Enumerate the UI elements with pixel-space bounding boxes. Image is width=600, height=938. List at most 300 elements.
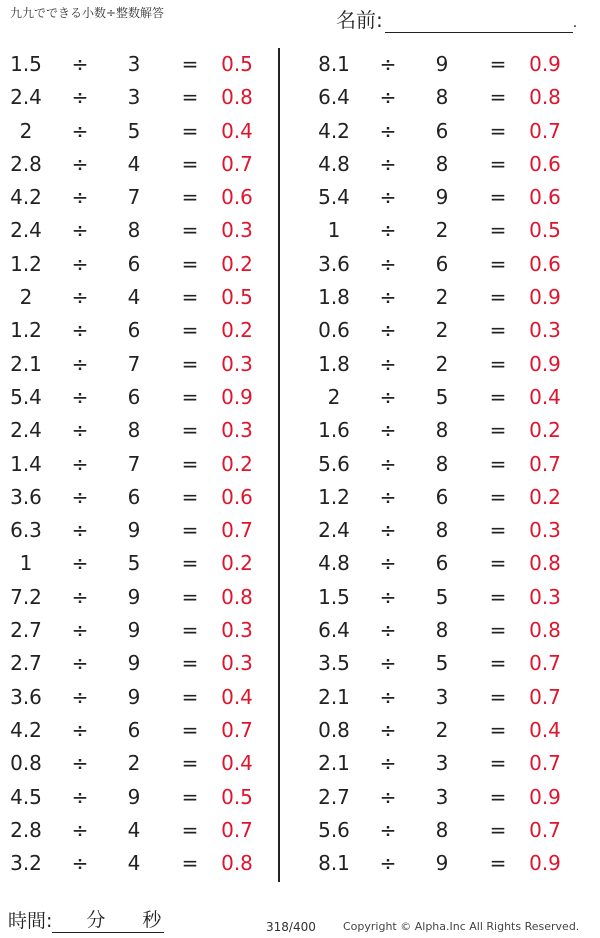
dividend: 2: [327, 384, 341, 409]
equals-sign: =: [181, 551, 199, 576]
division-sign: ÷: [379, 185, 397, 210]
equals-sign: =: [489, 851, 507, 876]
divisor: 9: [127, 784, 141, 809]
equals-sign: =: [181, 318, 199, 343]
division-sign: ÷: [379, 351, 397, 376]
page-number: 318/400: [266, 920, 316, 934]
answer: 0.4: [221, 118, 253, 143]
dividend: 3.6: [10, 684, 42, 709]
division-sign: ÷: [71, 218, 89, 243]
divisor: 6: [127, 484, 141, 509]
name-blank-line: [385, 14, 573, 33]
problem-row: [308, 248, 568, 281]
problem-row: [0, 747, 260, 780]
dividend: 1.2: [10, 251, 42, 276]
dividend: 2.1: [318, 684, 350, 709]
answer: 0.7: [529, 118, 561, 143]
problem-row: [0, 581, 260, 614]
equals-sign: =: [181, 151, 199, 176]
problem-row: [308, 48, 568, 81]
problem-row: [308, 747, 568, 780]
divisor: 8: [435, 418, 449, 443]
problem-row: [0, 514, 260, 547]
equals-sign: =: [181, 851, 199, 876]
answer: 0.8: [529, 618, 561, 643]
equals-sign: =: [489, 285, 507, 310]
division-sign: ÷: [379, 817, 397, 842]
division-sign: ÷: [71, 351, 89, 376]
dividend: 3.2: [10, 851, 42, 876]
answer: 0.7: [221, 518, 253, 543]
dividend: 1.2: [10, 318, 42, 343]
division-sign: ÷: [71, 784, 89, 809]
division-sign: ÷: [379, 118, 397, 143]
divisor: 3: [435, 684, 449, 709]
division-sign: ÷: [379, 751, 397, 776]
equals-sign: =: [181, 384, 199, 409]
dividend: 4.8: [318, 151, 350, 176]
problem-row: [308, 448, 568, 481]
answer: 0.3: [221, 418, 253, 443]
divisor: 4: [127, 151, 141, 176]
problem-row: [308, 314, 568, 347]
divisor: 3: [127, 52, 141, 76]
dividend: 3.6: [10, 484, 42, 509]
problem-row: [0, 148, 260, 181]
dividend: 1.6: [318, 418, 350, 443]
division-sign: ÷: [71, 251, 89, 276]
dividend: 2.1: [10, 351, 42, 376]
answer: 0.6: [529, 185, 561, 210]
division-sign: ÷: [379, 618, 397, 643]
problem-row: [0, 847, 260, 880]
equals-sign: =: [489, 351, 507, 376]
dividend: 8.1: [318, 52, 350, 76]
equals-sign: =: [489, 484, 507, 509]
divisor: 2: [435, 351, 449, 376]
division-sign: ÷: [71, 817, 89, 842]
answer: 0.4: [529, 384, 561, 409]
division-sign: ÷: [71, 484, 89, 509]
dividend: 4.2: [10, 717, 42, 742]
problem-row: [0, 414, 260, 447]
equals-sign: =: [489, 418, 507, 443]
problem-row: [308, 547, 568, 580]
dividend: 4.5: [10, 784, 42, 809]
equals-sign: =: [181, 85, 199, 110]
dividend: 2.1: [318, 751, 350, 776]
dividend: 2.7: [10, 618, 42, 643]
divisor: 9: [435, 185, 449, 210]
problem-row: [308, 647, 568, 680]
equals-sign: =: [489, 185, 507, 210]
division-sign: ÷: [71, 551, 89, 576]
divisor: 4: [127, 817, 141, 842]
divisor: 9: [127, 618, 141, 643]
division-sign: ÷: [379, 318, 397, 343]
divisor: 9: [127, 584, 141, 609]
answer: 0.3: [529, 518, 561, 543]
divisor: 6: [435, 118, 449, 143]
problem-row: [0, 314, 260, 347]
dividend: 2: [19, 285, 33, 310]
dividend: 6.4: [318, 618, 350, 643]
dividend: 5.4: [10, 384, 42, 409]
division-sign: ÷: [379, 52, 397, 76]
dividend: 8.1: [318, 851, 350, 876]
division-sign: ÷: [379, 418, 397, 443]
problem-row: [0, 115, 260, 148]
divisor: 5: [127, 118, 141, 143]
dividend: 2: [19, 118, 33, 143]
problem-row: [0, 547, 260, 580]
equals-sign: =: [489, 717, 507, 742]
problem-row: [0, 481, 260, 514]
division-sign: ÷: [71, 684, 89, 709]
problem-row: [308, 614, 568, 647]
answer: 0.9: [221, 384, 253, 409]
equals-sign: =: [181, 618, 199, 643]
answer: 0.2: [529, 484, 561, 509]
division-sign: ÷: [71, 185, 89, 210]
equals-sign: =: [489, 651, 507, 676]
answer: 0.5: [221, 784, 253, 809]
problem-row: [308, 814, 568, 847]
column-divider: [278, 48, 280, 882]
divisor: 3: [127, 85, 141, 110]
equals-sign: =: [181, 418, 199, 443]
divisor: 4: [127, 285, 141, 310]
divisor: 5: [127, 551, 141, 576]
problem-row: [308, 847, 568, 880]
dividend: 2.4: [10, 85, 42, 110]
answer: 0.3: [221, 218, 253, 243]
answer: 0.7: [529, 751, 561, 776]
divisor: 9: [435, 52, 449, 76]
division-sign: ÷: [379, 784, 397, 809]
answer: 0.4: [221, 684, 253, 709]
equals-sign: =: [181, 52, 199, 76]
divisor: 9: [127, 651, 141, 676]
answer: 0.6: [529, 251, 561, 276]
dividend: 2.4: [10, 218, 42, 243]
equals-sign: =: [489, 518, 507, 543]
dividend: 2.8: [10, 817, 42, 842]
worksheet-title: 九九でできる小数÷整数解答: [10, 6, 165, 20]
dividend: 6.3: [10, 518, 42, 543]
answer: 0.8: [221, 85, 253, 110]
division-sign: ÷: [71, 518, 89, 543]
answer: 0.4: [529, 717, 561, 742]
divisor: 8: [435, 618, 449, 643]
equals-sign: =: [181, 784, 199, 809]
equals-sign: =: [489, 618, 507, 643]
equals-sign: =: [489, 251, 507, 276]
answer: 0.9: [529, 784, 561, 809]
answer: 0.7: [221, 717, 253, 742]
answer: 0.9: [529, 851, 561, 876]
divisor: 6: [435, 251, 449, 276]
problem-row: [308, 81, 568, 114]
divisor: 8: [435, 151, 449, 176]
dividend: 0.6: [318, 318, 350, 343]
division-sign: ÷: [71, 151, 89, 176]
copyright-notice: Copyright © Alpha.Inc All Rights Reserved.: [343, 920, 580, 933]
answer: 0.2: [529, 418, 561, 443]
divisor: 8: [435, 85, 449, 110]
division-sign: ÷: [379, 451, 397, 476]
problem-row: [0, 181, 260, 214]
equals-sign: =: [181, 285, 199, 310]
dividend: 1.5: [10, 52, 42, 76]
problem-row: [308, 148, 568, 181]
answer: 0.7: [529, 684, 561, 709]
answer: 0.2: [221, 451, 253, 476]
answer: 0.7: [529, 451, 561, 476]
answer: 0.5: [529, 218, 561, 243]
equals-sign: =: [489, 551, 507, 576]
problem-row: [308, 381, 568, 414]
answer: 0.8: [529, 85, 561, 110]
division-sign: ÷: [379, 285, 397, 310]
dividend: 1.8: [318, 351, 350, 376]
division-sign: ÷: [71, 584, 89, 609]
divisor: 6: [435, 551, 449, 576]
divisor: 5: [435, 584, 449, 609]
divisor: 7: [127, 351, 141, 376]
division-sign: ÷: [71, 318, 89, 343]
problem-row: [0, 614, 260, 647]
dividend: 2.7: [318, 784, 350, 809]
division-sign: ÷: [71, 85, 89, 110]
problem-row: [0, 681, 260, 714]
equals-sign: =: [181, 484, 199, 509]
problem-row: [308, 181, 568, 214]
division-sign: ÷: [379, 151, 397, 176]
division-sign: ÷: [379, 851, 397, 876]
divisor: 7: [127, 185, 141, 210]
equals-sign: =: [181, 251, 199, 276]
dividend: 3.6: [318, 251, 350, 276]
divisor: 8: [127, 418, 141, 443]
dividend: 5.6: [318, 817, 350, 842]
division-sign: ÷: [379, 518, 397, 543]
answer: 0.8: [529, 551, 561, 576]
divisor: 8: [127, 218, 141, 243]
divisor: 9: [435, 851, 449, 876]
dividend: 1.4: [10, 451, 42, 476]
equals-sign: =: [489, 384, 507, 409]
division-sign: ÷: [71, 851, 89, 876]
dividend: 1.8: [318, 285, 350, 310]
division-sign: ÷: [71, 451, 89, 476]
answer: 0.6: [529, 151, 561, 176]
problem-row: [0, 448, 260, 481]
divisor: 6: [127, 318, 141, 343]
dividend: 6.4: [318, 85, 350, 110]
division-sign: ÷: [379, 551, 397, 576]
division-sign: ÷: [71, 52, 89, 76]
answer: 0.5: [221, 52, 253, 76]
answer: 0.9: [529, 351, 561, 376]
equals-sign: =: [489, 584, 507, 609]
divisor: 8: [435, 817, 449, 842]
divisor: 2: [435, 318, 449, 343]
problem-row: [308, 781, 568, 814]
answer: 0.2: [221, 551, 253, 576]
equals-sign: =: [489, 151, 507, 176]
problem-row: [308, 514, 568, 547]
divisor: 4: [127, 851, 141, 876]
equals-sign: =: [489, 817, 507, 842]
answer: 0.3: [221, 351, 253, 376]
answer: 0.3: [221, 651, 253, 676]
problem-row: [0, 781, 260, 814]
dividend: 7.2: [10, 584, 42, 609]
division-sign: ÷: [379, 251, 397, 276]
division-sign: ÷: [71, 285, 89, 310]
dividend: 5.6: [318, 451, 350, 476]
division-sign: ÷: [71, 418, 89, 443]
divisor: 2: [435, 717, 449, 742]
answer: 0.6: [221, 185, 253, 210]
problem-row: [308, 281, 568, 314]
problem-row: [0, 714, 260, 747]
answer: 0.3: [529, 318, 561, 343]
equals-sign: =: [181, 717, 199, 742]
equals-sign: =: [489, 118, 507, 143]
equals-sign: =: [181, 817, 199, 842]
division-sign: ÷: [379, 684, 397, 709]
equals-sign: =: [489, 52, 507, 76]
division-sign: ÷: [71, 618, 89, 643]
answer: 0.6: [221, 484, 253, 509]
division-sign: ÷: [379, 218, 397, 243]
name-label: 名前:: [336, 8, 383, 32]
division-sign: ÷: [379, 584, 397, 609]
equals-sign: =: [181, 584, 199, 609]
answer: 0.2: [221, 318, 253, 343]
dividend: 2.8: [10, 151, 42, 176]
problem-row: [308, 214, 568, 247]
problem-row: [308, 581, 568, 614]
problem-row: [0, 81, 260, 114]
divisor: 5: [435, 651, 449, 676]
dividend: 1.5: [318, 584, 350, 609]
divisor: 3: [435, 751, 449, 776]
divisor: 9: [127, 518, 141, 543]
answer: 0.4: [221, 751, 253, 776]
problem-row: [308, 348, 568, 381]
answer: 0.2: [221, 251, 253, 276]
dividend: 1.2: [318, 484, 350, 509]
problem-row: [0, 814, 260, 847]
problem-column-right: [308, 48, 568, 880]
equals-sign: =: [181, 751, 199, 776]
problem-row: [0, 281, 260, 314]
answer: 0.8: [221, 851, 253, 876]
dividend: 4.2: [318, 118, 350, 143]
equals-sign: =: [489, 751, 507, 776]
answer: 0.7: [529, 817, 561, 842]
problem-row: [0, 647, 260, 680]
answer: 0.7: [221, 817, 253, 842]
divisor: 7: [127, 451, 141, 476]
division-sign: ÷: [379, 484, 397, 509]
divisor: 6: [127, 717, 141, 742]
division-sign: ÷: [71, 384, 89, 409]
equals-sign: =: [489, 218, 507, 243]
answer: 0.7: [529, 651, 561, 676]
problem-row: [0, 248, 260, 281]
equals-sign: =: [489, 318, 507, 343]
answer: 0.5: [221, 285, 253, 310]
divisor: 2: [435, 285, 449, 310]
time-label: 時間:: [8, 910, 53, 932]
problem-row: [308, 481, 568, 514]
division-sign: ÷: [379, 384, 397, 409]
dividend: 0.8: [10, 751, 42, 776]
equals-sign: =: [181, 451, 199, 476]
problem-row: [308, 414, 568, 447]
equals-sign: =: [181, 185, 199, 210]
equals-sign: =: [181, 518, 199, 543]
dividend: 2.4: [10, 418, 42, 443]
answer: 0.9: [529, 285, 561, 310]
answer: 0.3: [221, 618, 253, 643]
dividend: 0.8: [318, 717, 350, 742]
time-blank-line: [52, 910, 164, 933]
dividend: 4.8: [318, 551, 350, 576]
divisor: 8: [435, 518, 449, 543]
division-sign: ÷: [379, 717, 397, 742]
equals-sign: =: [181, 684, 199, 709]
divisor: 5: [435, 384, 449, 409]
equals-sign: =: [489, 684, 507, 709]
name-field: [336, 4, 577, 33]
equals-sign: =: [489, 451, 507, 476]
divisor: 6: [127, 251, 141, 276]
division-sign: ÷: [71, 751, 89, 776]
problem-row: [308, 681, 568, 714]
answer: 0.7: [221, 151, 253, 176]
division-sign: ÷: [379, 651, 397, 676]
equals-sign: =: [181, 351, 199, 376]
division-sign: ÷: [71, 118, 89, 143]
division-sign: ÷: [71, 717, 89, 742]
dividend: 3.5: [318, 651, 350, 676]
division-sign: ÷: [71, 651, 89, 676]
problem-column-left: [0, 48, 260, 880]
dividend: 1: [19, 551, 33, 576]
dividend: 2.7: [10, 651, 42, 676]
division-sign: ÷: [379, 85, 397, 110]
divisor: 8: [435, 451, 449, 476]
divisor: 6: [435, 484, 449, 509]
problem-row: [0, 348, 260, 381]
equals-sign: =: [181, 118, 199, 143]
answer: 0.3: [529, 584, 561, 609]
equals-sign: =: [181, 651, 199, 676]
dividend: 4.2: [10, 185, 42, 210]
answer: 0.9: [529, 52, 561, 76]
divisor: 9: [127, 684, 141, 709]
name-period: .: [572, 15, 578, 31]
problem-row: [308, 714, 568, 747]
equals-sign: =: [489, 784, 507, 809]
equals-sign: =: [181, 218, 199, 243]
problem-row: [0, 48, 260, 81]
